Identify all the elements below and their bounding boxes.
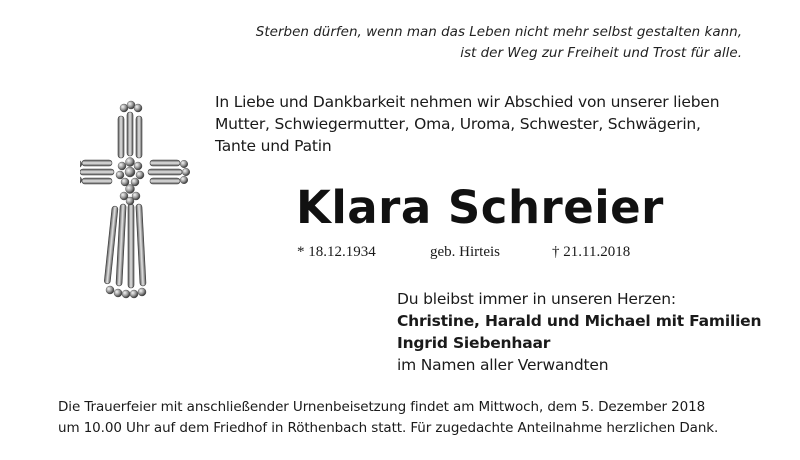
footer-line-2: um 10.00 Uhr auf dem Friedhof in Röthenbach statt. Für zugedachte Anteilnahme herzlichen Dank.: [58, 420, 719, 436]
intro-line-3: Tante und Patin: [215, 137, 332, 155]
mourners-line-1: Du bleibst immer in unseren Herzen:: [397, 290, 676, 308]
intro-line-2: Mutter, Schwiegermutter, Oma, Uroma, Schwester, Schwägerin,: [215, 115, 701, 133]
deceased-name: Klara Schreier: [296, 181, 664, 234]
quote-line-1: Sterben dürfen, wenn man das Leben nicht mehr selbst gestalten kann,: [255, 24, 742, 40]
death-date: † 21.11.2018: [552, 244, 631, 260]
mourners-line-4: im Namen aller Verwandten: [397, 356, 609, 374]
quote-line-2: ist der Weg zur Freiheit und Trost für alle.: [460, 45, 742, 61]
mourners-line-2: Christine, Harald und Michael mit Familien: [397, 312, 762, 330]
intro-text: [215, 91, 775, 157]
birth-date: * 18.12.1934: [297, 244, 376, 260]
beaded-cross-icon: [80, 96, 212, 306]
cross-beads: [80, 101, 190, 298]
intro-line-1: In Liebe und Dankbarkeit nehmen wir Abschied von unserer lieben: [215, 93, 720, 111]
quote: [0, 22, 742, 64]
funeral-details: [58, 397, 748, 439]
mourners-line-3: Ingrid Siebenhaar: [397, 334, 551, 352]
mourners-block: [397, 288, 777, 376]
footer-line-1: Die Trauerfeier mit anschließender Urnenbeisetzung findet am Mittwoch, dem 5. Dezember 2018: [58, 399, 706, 415]
maiden-name: geb. Hirteis: [430, 244, 500, 260]
